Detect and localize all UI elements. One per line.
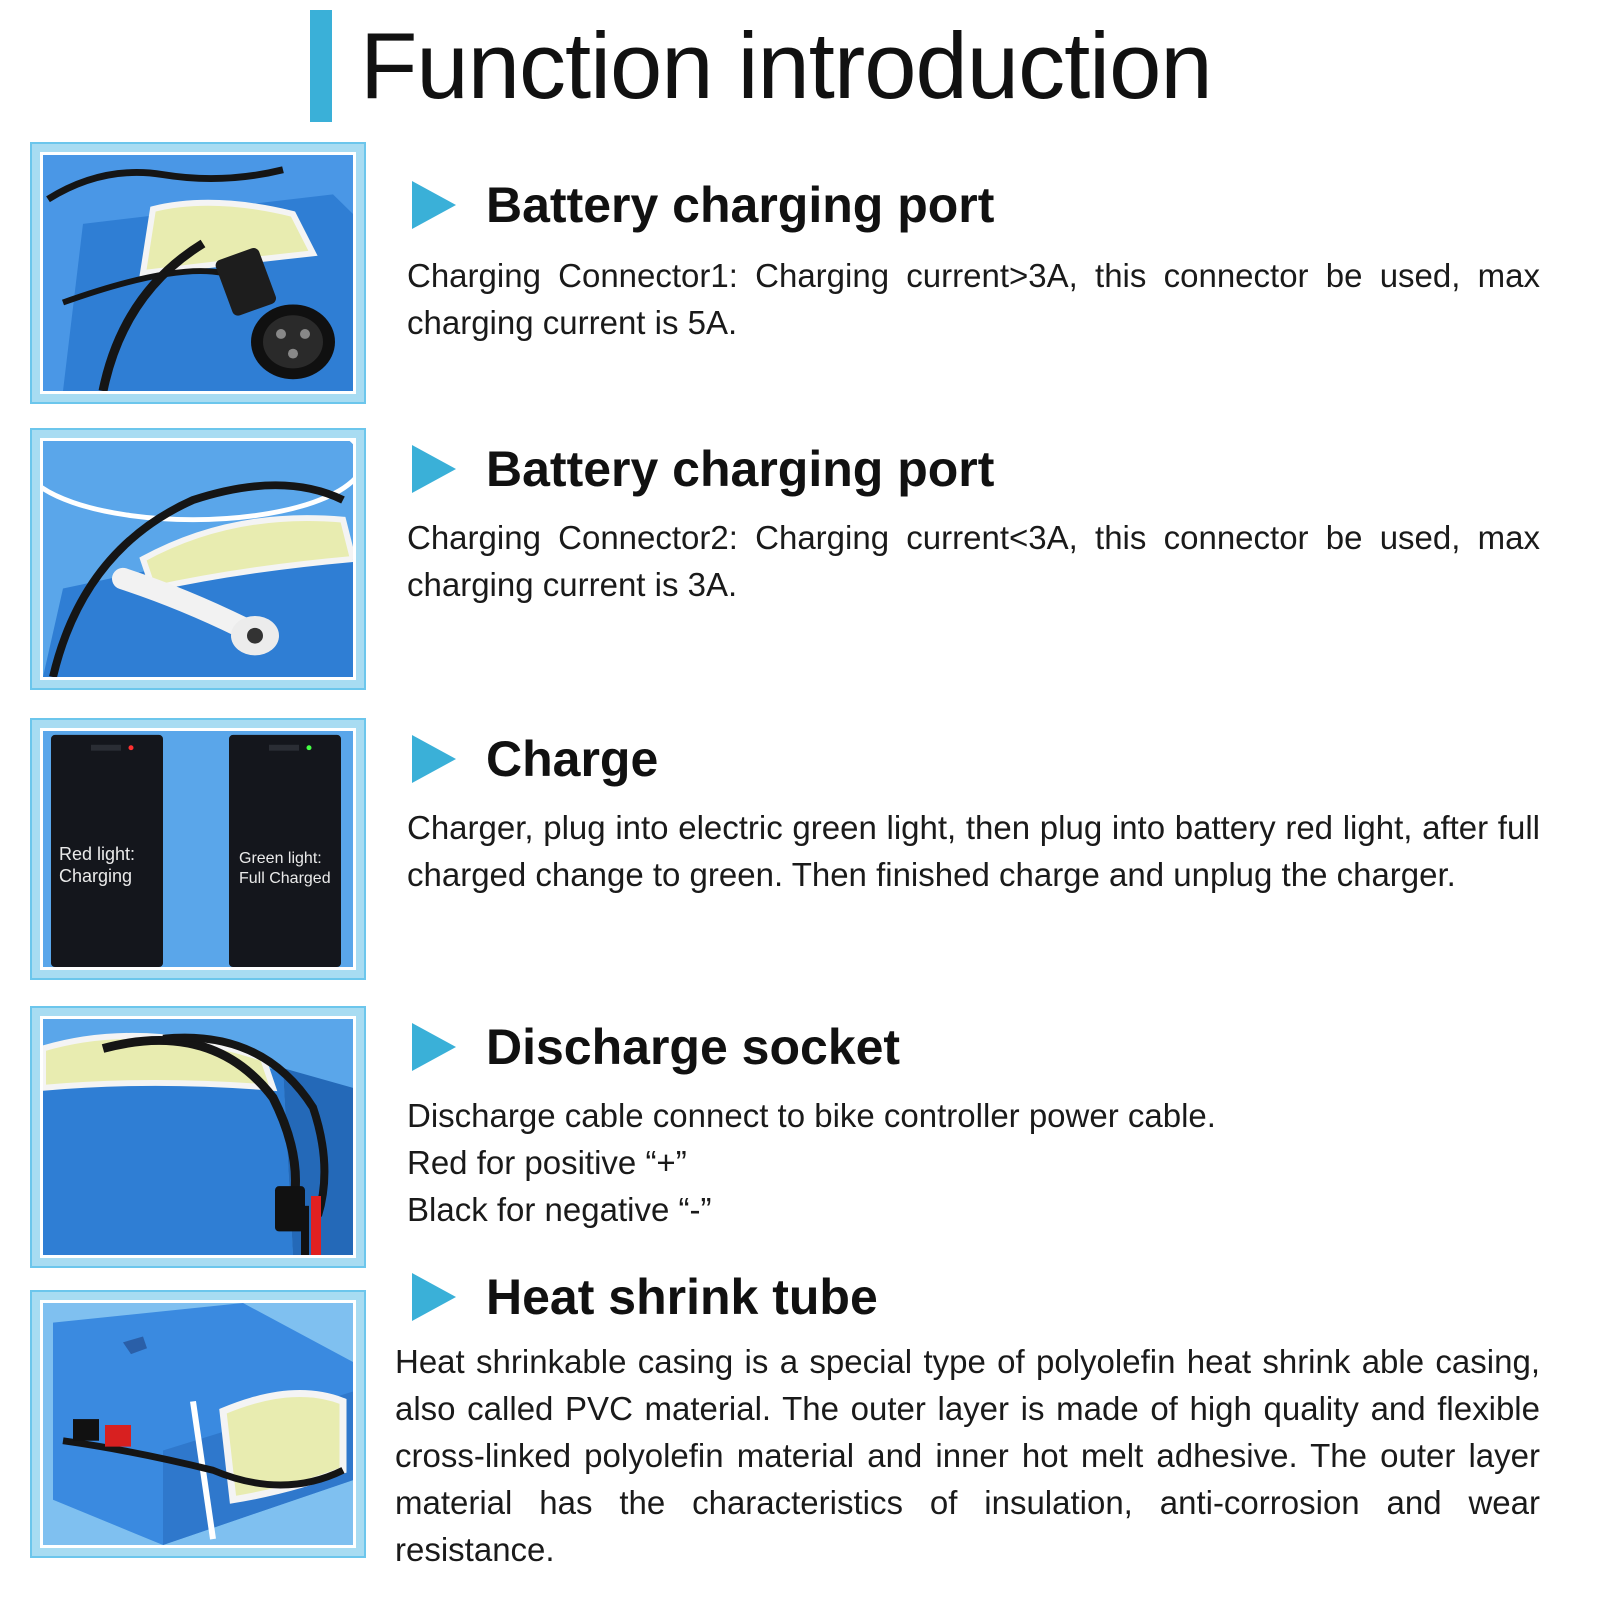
discharge-cable-photo: [30, 1006, 366, 1268]
xlr-connector-cable-photo: [30, 142, 366, 404]
dc-connector-illustration: [43, 441, 353, 677]
header-accent-bar: [310, 10, 332, 122]
play-arrow-icon: [412, 181, 456, 229]
discharge-cable-illustration: [43, 1019, 353, 1255]
page-title: Function introduction: [360, 13, 1212, 118]
section-description: [407, 1092, 1540, 1233]
play-arrow-icon: [412, 735, 456, 783]
battery-pack-photo: [30, 1290, 366, 1558]
red-light-label: Red light: Charging: [59, 844, 136, 886]
dc-barrel-connector-photo: [30, 428, 366, 690]
section-title: Battery charging port: [486, 441, 995, 497]
page-header: [310, 10, 1212, 122]
section-description: Charging Connector2: Charging current<3A, this connector be used, max charging current is 3A.: [407, 519, 1540, 603]
green-light-indicator: [307, 745, 312, 750]
red-light-indicator: [129, 745, 134, 750]
section-title: Discharge socket: [486, 1019, 901, 1075]
play-arrow-icon: [412, 1023, 456, 1071]
section-description: Heat shrinkable casing is a special type of polyolefin heat shrink able casing, also called PVC material. The outer layer is made of high quality and flexible cross-linked polyolefin material and inner hot melt adhesive. The outer layer material has the characteristics of insulation, anti-corrosion and wear resistance.: [395, 1343, 1540, 1568]
section-title: Heat shrink tube: [486, 1269, 878, 1325]
green-light-label: Green light: Full Charged: [239, 850, 331, 887]
section-description: Charger, plug into electric green light, then plug into battery red light, after full charged change to green. Then finished charge and unplug the charger.: [407, 809, 1540, 893]
description-line: Discharge cable connect to bike controller power cable.: [407, 1097, 1216, 1134]
section-title: Charge: [486, 731, 659, 787]
xlr-connector-illustration: [43, 155, 353, 391]
charger-lights-photo: [30, 718, 366, 980]
battery-pack-illustration: [43, 1303, 353, 1545]
description-line: Black for negative “-”: [407, 1191, 712, 1228]
description-line: Red for positive “+”: [407, 1144, 687, 1181]
section-title: Battery charging port: [486, 177, 995, 233]
play-arrow-icon: [412, 445, 456, 493]
play-arrow-icon: [412, 1273, 456, 1321]
section-description: Charging Connector1: Charging current>3A, this connector be used, max charging current is 5A.: [407, 257, 1540, 341]
